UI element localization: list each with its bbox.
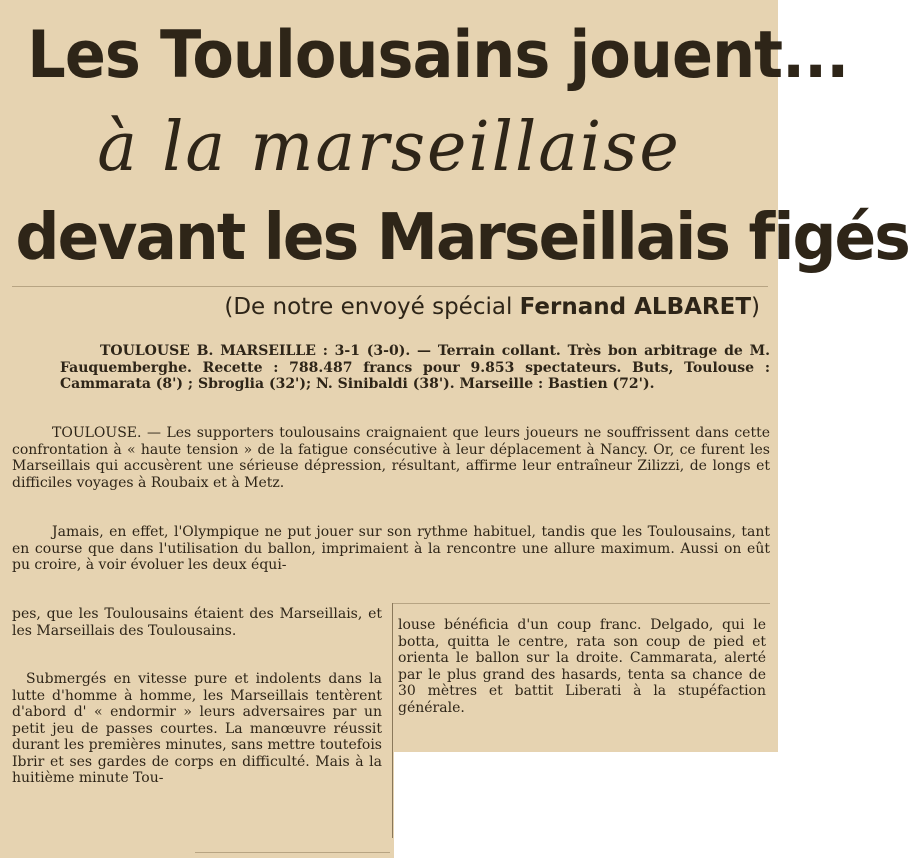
byline-author: Fernand ALBARET bbox=[519, 294, 752, 320]
article-paragraph-1: TOULOUSE. — Les supporters toulousains craignaient que leurs joueurs ne souffrissent dans cette confrontation à « haute tension » de la fatigue consécutive à leur déplacement à Nancy. Or, ce furent les Marseillais qui accusèrent une sérieuse dépression, résultant, affirme leur entraîneur Zilizzi, de longs et difficiles voyages à Roubaix et à Metz. bbox=[12, 425, 770, 491]
byline-prefix: (De notre envoyé spécial bbox=[224, 294, 520, 320]
headline-rule bbox=[12, 286, 768, 287]
byline bbox=[224, 292, 760, 322]
article-paragraph-2: Jamais, en effet, l'Olympique ne put jouer sur son rythme habituel, tandis que les Toulousains, tant en course que dans l'utilisation du ballon, imprimaient à la rencontre une allure maximum. Aussi on eût pu croire, à voir évoluer les deux équi- bbox=[12, 524, 770, 573]
end-rule bbox=[195, 852, 390, 853]
article-paragraph-2-continued: pes, que les Toulousains étaient des Marseillais, et les Marseillais des Toulousains. bbox=[12, 606, 382, 639]
headline-line-3: devant les Marseillais figés bbox=[15, 201, 909, 275]
headline-line-2: à la marseillaise bbox=[97, 108, 681, 187]
column-top-rule bbox=[392, 603, 770, 604]
article-paragraph-3: Submergés en vitesse pure et indolents dans la lutte d'homme à homme, les Marseillais tentèrent d'abord d' « endormir » leurs adversaires par un petit jeu de passes courtes. La manœuvre réussit durant les premières minutes, sans mettre toutefois Ibrir et ses gardes de corps en difficulté. Mais à la huitième minute Tou- bbox=[12, 671, 382, 786]
article-paragraph-4: louse bénéficia d'un coup franc. Delgado, qui le botta, quitta le centre, rata son coup de pied et orienta le ballon sur la droite. Cammarata, alerté par le plus grand des hasards, tenta sa chance de 30 mètres et battit Liberati à la stupéfaction générale. bbox=[398, 617, 766, 716]
column-divider bbox=[392, 603, 393, 838]
byline-suffix: ) bbox=[751, 294, 760, 320]
match-summary: TOULOUSE B. MARSEILLE : 3-1 (3-0). — Terrain collant. Très bon arbitrage de M. Fauquemberghe. Recette : 788.487 francs pour 9.853 spectateurs. Buts, Toulouse : Cammarata (8') ; Sbroglia (32'); N. Sinibaldi (38'). Marseille : Bastien (72'). bbox=[60, 343, 770, 392]
headline-line-1: Les Toulousains jouent... bbox=[27, 18, 849, 93]
